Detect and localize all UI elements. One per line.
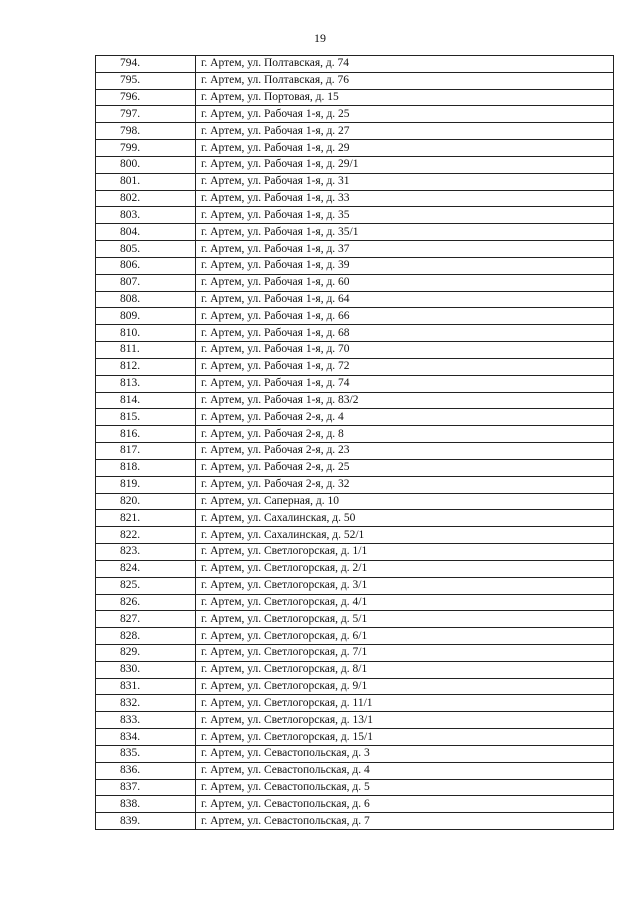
- address-cell: г. Артем, ул. Рабочая 1-я, д. 83/2: [196, 392, 614, 409]
- table-row: [96, 358, 614, 375]
- address-cell: г. Артем, ул. Светлогорская, д. 3/1: [196, 577, 614, 594]
- address-cell: г. Артем, ул. Севастопольская, д. 3: [196, 745, 614, 762]
- row-number: 803.: [96, 207, 196, 224]
- table-row: [96, 392, 614, 409]
- row-number: 815.: [96, 409, 196, 426]
- table-row: [96, 510, 614, 527]
- table-row: [96, 173, 614, 190]
- row-number: 836.: [96, 762, 196, 779]
- row-number: 814.: [96, 392, 196, 409]
- table-row: [96, 291, 614, 308]
- address-cell: г. Артем, ул. Рабочая 1-я, д. 64: [196, 291, 614, 308]
- address-cell: г. Артем, ул. Рабочая 1-я, д. 37: [196, 241, 614, 258]
- table-row: [96, 459, 614, 476]
- table-row: [96, 762, 614, 779]
- row-number: 819.: [96, 476, 196, 493]
- address-cell: г. Артем, ул. Севастопольская, д. 4: [196, 762, 614, 779]
- row-number: 817.: [96, 443, 196, 460]
- row-number: 798.: [96, 123, 196, 140]
- row-number: 837.: [96, 779, 196, 796]
- address-cell: г. Артем, ул. Рабочая 1-я, д. 31: [196, 173, 614, 190]
- row-number: 829.: [96, 644, 196, 661]
- address-cell: г. Артем, ул. Рабочая 1-я, д. 33: [196, 190, 614, 207]
- row-number: 825.: [96, 577, 196, 594]
- row-number: 808.: [96, 291, 196, 308]
- address-cell: г. Артем, ул. Полтавская, д. 74: [196, 56, 614, 73]
- address-cell: г. Артем, ул. Саперная, д. 10: [196, 493, 614, 510]
- table-row: [96, 611, 614, 628]
- address-cell: г. Артем, ул. Рабочая 2-я, д. 23: [196, 443, 614, 460]
- table-row: [96, 156, 614, 173]
- address-cell: г. Артем, ул. Рабочая 1-я, д. 68: [196, 325, 614, 342]
- address-cell: г. Артем, ул. Рабочая 1-я, д. 27: [196, 123, 614, 140]
- table-row: [96, 241, 614, 258]
- row-number: 835.: [96, 745, 196, 762]
- table-row: [96, 678, 614, 695]
- address-cell: г. Артем, ул. Рабочая 1-я, д. 35: [196, 207, 614, 224]
- row-number: 805.: [96, 241, 196, 258]
- table-row: [96, 123, 614, 140]
- address-cell: г. Артем, ул. Светлогорская, д. 4/1: [196, 594, 614, 611]
- row-number: 830.: [96, 661, 196, 678]
- address-cell: г. Артем, ул. Рабочая 1-я, д. 35/1: [196, 224, 614, 241]
- address-cell: г. Артем, ул. Светлогорская, д. 13/1: [196, 712, 614, 729]
- row-number: 818.: [96, 459, 196, 476]
- table-row: [96, 426, 614, 443]
- address-cell: г. Артем, ул. Светлогорская, д. 1/1: [196, 544, 614, 561]
- row-number: 806.: [96, 257, 196, 274]
- table-row: [96, 274, 614, 291]
- address-cell: г. Артем, ул. Рабочая 1-я, д. 74: [196, 375, 614, 392]
- table-row: [96, 527, 614, 544]
- table-row: [96, 594, 614, 611]
- table-row: [96, 661, 614, 678]
- row-number: 813.: [96, 375, 196, 392]
- address-cell: г. Артем, ул. Светлогорская, д. 9/1: [196, 678, 614, 695]
- address-cell: г. Артем, ул. Сахалинская, д. 50: [196, 510, 614, 527]
- table-row: [96, 224, 614, 241]
- row-number: 822.: [96, 527, 196, 544]
- table-row: [96, 544, 614, 561]
- address-cell: г. Артем, ул. Светлогорская, д. 11/1: [196, 695, 614, 712]
- address-cell: г. Артем, ул. Портовая, д. 15: [196, 89, 614, 106]
- address-cell: г. Артем, ул. Севастопольская, д. 5: [196, 779, 614, 796]
- row-number: 812.: [96, 358, 196, 375]
- row-number: 823.: [96, 544, 196, 561]
- address-cell: г. Артем, ул. Рабочая 1-я, д. 70: [196, 342, 614, 359]
- row-number: 816.: [96, 426, 196, 443]
- table-row: [96, 577, 614, 594]
- row-number: 799.: [96, 140, 196, 157]
- row-number: 794.: [96, 56, 196, 73]
- table-row: [96, 89, 614, 106]
- table-row: [96, 628, 614, 645]
- table-row: [96, 813, 614, 830]
- table-row: [96, 342, 614, 359]
- row-number: 801.: [96, 173, 196, 190]
- table-row: [96, 443, 614, 460]
- row-number: 809.: [96, 308, 196, 325]
- address-cell: г. Артем, ул. Рабочая 2-я, д. 32: [196, 476, 614, 493]
- row-number: 821.: [96, 510, 196, 527]
- table-row: [96, 325, 614, 342]
- address-cell: г. Артем, ул. Светлогорская, д. 15/1: [196, 729, 614, 746]
- row-number: 807.: [96, 274, 196, 291]
- row-number: 831.: [96, 678, 196, 695]
- address-cell: г. Артем, ул. Светлогорская, д. 8/1: [196, 661, 614, 678]
- address-cell: г. Артем, ул. Рабочая 1-я, д. 39: [196, 257, 614, 274]
- address-cell: г. Артем, ул. Рабочая 1-я, д. 60: [196, 274, 614, 291]
- table-row: [96, 712, 614, 729]
- table-row: [96, 729, 614, 746]
- table-row: [96, 409, 614, 426]
- row-number: 832.: [96, 695, 196, 712]
- address-cell: г. Артем, ул. Полтавская, д. 76: [196, 72, 614, 89]
- address-cell: г. Артем, ул. Рабочая 1-я, д. 25: [196, 106, 614, 123]
- row-number: 838.: [96, 796, 196, 813]
- row-number: 810.: [96, 325, 196, 342]
- address-cell: г. Артем, ул. Севастопольская, д. 7: [196, 813, 614, 830]
- address-cell: г. Артем, ул. Сахалинская, д. 52/1: [196, 527, 614, 544]
- table-row: [96, 106, 614, 123]
- row-number: 796.: [96, 89, 196, 106]
- address-cell: г. Артем, ул. Севастопольская, д. 6: [196, 796, 614, 813]
- address-cell: г. Артем, ул. Рабочая 1-я, д. 66: [196, 308, 614, 325]
- address-table-body: [96, 56, 614, 830]
- address-cell: г. Артем, ул. Рабочая 1-я, д. 72: [196, 358, 614, 375]
- page-number: 19: [314, 31, 326, 45]
- table-row: [96, 745, 614, 762]
- address-cell: г. Артем, ул. Светлогорская, д. 2/1: [196, 560, 614, 577]
- table-row: [96, 308, 614, 325]
- address-cell: г. Артем, ул. Рабочая 1-я, д. 29: [196, 140, 614, 157]
- row-number: 828.: [96, 628, 196, 645]
- address-cell: г. Артем, ул. Рабочая 1-я, д. 29/1: [196, 156, 614, 173]
- table-row: [96, 796, 614, 813]
- row-number: 834.: [96, 729, 196, 746]
- row-number: 824.: [96, 560, 196, 577]
- row-number: 800.: [96, 156, 196, 173]
- table-row: [96, 476, 614, 493]
- row-number: 811.: [96, 342, 196, 359]
- table-row: [96, 695, 614, 712]
- table-row: [96, 375, 614, 392]
- table-row: [96, 779, 614, 796]
- address-table: [95, 55, 614, 830]
- address-cell: г. Артем, ул. Рабочая 2-я, д. 4: [196, 409, 614, 426]
- table-row: [96, 56, 614, 73]
- row-number: 797.: [96, 106, 196, 123]
- row-number: 795.: [96, 72, 196, 89]
- address-cell: г. Артем, ул. Светлогорская, д. 5/1: [196, 611, 614, 628]
- address-cell: г. Артем, ул. Светлогорская, д. 7/1: [196, 644, 614, 661]
- table-row: [96, 207, 614, 224]
- address-cell: г. Артем, ул. Светлогорская, д. 6/1: [196, 628, 614, 645]
- address-cell: г. Артем, ул. Рабочая 2-я, д. 25: [196, 459, 614, 476]
- table-row: [96, 257, 614, 274]
- row-number: 839.: [96, 813, 196, 830]
- row-number: 820.: [96, 493, 196, 510]
- row-number: 826.: [96, 594, 196, 611]
- row-number: 804.: [96, 224, 196, 241]
- table-row: [96, 190, 614, 207]
- row-number: 833.: [96, 712, 196, 729]
- row-number: 827.: [96, 611, 196, 628]
- address-cell: г. Артем, ул. Рабочая 2-я, д. 8: [196, 426, 614, 443]
- table-row: [96, 560, 614, 577]
- table-row: [96, 644, 614, 661]
- table-row: [96, 140, 614, 157]
- table-row: [96, 493, 614, 510]
- row-number: 802.: [96, 190, 196, 207]
- table-row: [96, 72, 614, 89]
